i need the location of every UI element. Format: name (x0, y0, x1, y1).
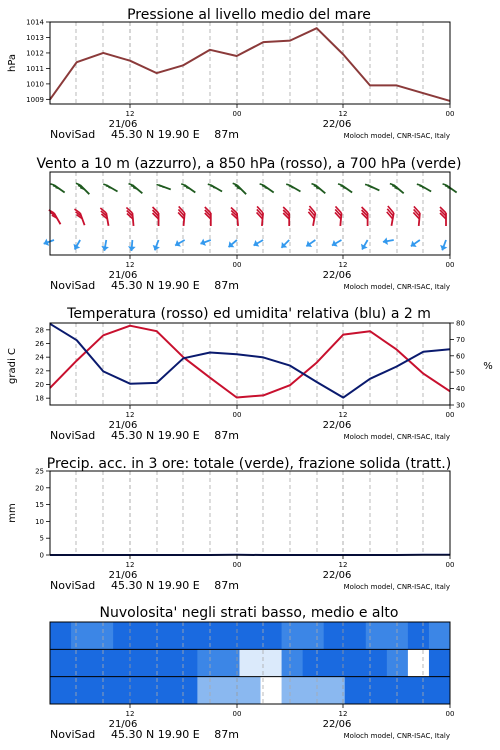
wind-barb (153, 240, 160, 250)
y-tick-label: 20 (35, 484, 44, 493)
wind-barb (76, 183, 89, 194)
location-elevation: 87m (214, 579, 239, 592)
date-label: 22/06 (322, 119, 352, 130)
cloud-cell (429, 649, 451, 676)
cloud-cells (50, 622, 451, 704)
cloud-cell (429, 677, 451, 704)
cloud-cell (324, 677, 346, 704)
x-tick-label: 12 (338, 561, 348, 569)
barb-flag (368, 186, 371, 187)
date-label: 22/06 (322, 270, 352, 281)
y-tick-label: 15 (35, 501, 44, 510)
cloud-cell (176, 622, 198, 649)
humidity-yticks (450, 320, 465, 410)
x-tick-label: 12 (125, 561, 135, 569)
cloud-cell (239, 677, 261, 704)
wind-barb (178, 206, 185, 225)
cloud-cell (134, 649, 156, 676)
barb-flag (419, 186, 422, 187)
x-tick-label: 00 (445, 710, 455, 718)
y-tick-label: 18 (35, 394, 44, 403)
location-coords: 45.30 N 19.90 E (111, 128, 200, 141)
cloud-cell (71, 649, 93, 676)
cloud-cell (408, 677, 430, 704)
y-tick-label: 1012 (26, 49, 44, 58)
wind-barb (129, 184, 143, 194)
wind-barb (338, 184, 352, 193)
cloud-cell (261, 677, 283, 704)
wind-barb (283, 207, 289, 226)
y-tick-label: 26 (35, 340, 44, 348)
wind-barb (308, 206, 315, 226)
cloud-cell (71, 622, 93, 649)
cloud-cell (408, 622, 430, 649)
cloud-cell (176, 677, 198, 704)
y2-tick-label: 40 (456, 385, 465, 394)
barb-flag (422, 187, 425, 188)
barb-flag (311, 184, 315, 185)
pressure-ylabel: hPa (7, 53, 18, 73)
cloud-cell (366, 622, 388, 649)
temperature-panel (7, 306, 493, 442)
temperature-plot-frame (50, 323, 450, 405)
cloud-cell (345, 649, 367, 676)
x-tick-label: 00 (445, 411, 455, 419)
cloud-cell (387, 677, 409, 704)
model-credit: Moloch model, CNR-ISAC, Italy (343, 132, 450, 140)
cloud-cell (366, 677, 388, 704)
wind-barb (100, 208, 108, 226)
y2-tick-label: 80 (456, 319, 465, 328)
humidity-line (50, 324, 450, 398)
wind-barb (73, 240, 80, 250)
x-tick-label: 00 (232, 561, 242, 569)
cloud-cell (197, 622, 219, 649)
pressure-yticks (26, 19, 50, 104)
cloud-cell (282, 622, 304, 649)
pressure-plot-frame (50, 22, 450, 104)
temperature-title: Temperatura (rosso) ed umidita' relativa (blu) a 2 m (67, 306, 431, 322)
location-coords: 45.30 N 19.90 E (111, 429, 200, 442)
barb-flag (129, 184, 133, 185)
wind-barb (229, 240, 237, 247)
y-tick-label: 20 (35, 381, 44, 389)
y2-tick-label: 50 (456, 368, 465, 377)
cloud-cell (50, 622, 72, 649)
y2-tick-label: 60 (456, 352, 465, 361)
cloud-cell (155, 649, 177, 676)
wind-barb (417, 184, 431, 191)
y-tick-label: 0 (39, 551, 44, 560)
cloud-cell (239, 622, 261, 649)
wind-barb (44, 239, 54, 246)
x-tick-label: 00 (232, 110, 242, 118)
wind-barb (51, 184, 65, 193)
location-name: NoviSad (50, 579, 96, 592)
location-name: NoviSad (50, 728, 96, 741)
x-tick-label: 12 (338, 710, 348, 718)
cloud-cell (155, 622, 177, 649)
wind-barb (156, 185, 170, 190)
barb-flag (371, 187, 374, 188)
date-label: 22/06 (322, 420, 352, 431)
y-tick-label: 1011 (26, 64, 44, 73)
wind-barb (383, 237, 394, 245)
temperature-ylabel: gradi C (7, 348, 18, 384)
precipitation-yticks (35, 468, 50, 560)
x-tick-label: 00 (445, 261, 455, 269)
x-tick-label: 12 (125, 110, 135, 118)
cloud-cell (113, 649, 135, 676)
wind-barb (233, 183, 246, 194)
cloud-cell (282, 649, 304, 676)
barb-flag (208, 184, 211, 185)
date-label: 21/06 (108, 119, 138, 130)
precipitation-ylabel: mm (7, 503, 18, 523)
cloud-cell (429, 622, 451, 649)
cloud-cell (71, 677, 93, 704)
wind-barb (286, 184, 300, 191)
wind-barb (200, 239, 210, 246)
date-label: 21/06 (108, 270, 138, 281)
cloud-cell (324, 622, 346, 649)
wind-barbs (44, 183, 457, 251)
date-label: 21/06 (108, 719, 138, 730)
location-coords: 45.30 N 19.90 E (111, 279, 200, 292)
y-tick-label: 25 (35, 467, 44, 476)
wind-barb (332, 240, 342, 247)
wind-barb (390, 184, 404, 194)
wind-barb (257, 206, 264, 225)
barb-flag (55, 187, 58, 188)
wind-barb (128, 240, 136, 251)
wind-panel (36, 156, 461, 292)
barb-flag (417, 184, 420, 185)
y-tick-label: 1013 (26, 33, 44, 42)
date-label: 21/06 (108, 570, 138, 581)
cloud-cell (113, 677, 135, 704)
wind-title: Vento a 10 m (azzurro), a 850 hPa (rosso), a 700 hPa (verde) (36, 156, 462, 172)
location-name: NoviSad (50, 128, 96, 141)
barb-flag (53, 186, 56, 187)
cloud-cell (303, 677, 325, 704)
wind-barb (362, 207, 368, 226)
model-credit: Moloch model, CNR-ISAC, Italy (343, 583, 450, 591)
location-elevation: 87m (214, 429, 239, 442)
wind-barb (311, 184, 325, 194)
cloud-cell (155, 677, 177, 704)
y-tick-label: 5 (39, 534, 44, 543)
x-tick-label: 00 (232, 411, 242, 419)
cloud-title: Nuvolosita' negli strati basso, medio e alto (99, 605, 399, 621)
barb-flag (262, 186, 265, 187)
wind-barb (387, 206, 394, 226)
x-tick-label: 12 (338, 110, 348, 118)
cloud-cell (50, 649, 72, 676)
cloud-cell (345, 677, 367, 704)
wind-barb (335, 206, 342, 225)
wind-barb (365, 184, 379, 190)
barb-flag (390, 184, 394, 185)
pressure-xaxis (50, 104, 454, 141)
pressure-vgrid (76, 22, 423, 104)
model-credit: Moloch model, CNR-ISAC, Italy (343, 433, 450, 441)
barb-arrowhead (383, 237, 388, 245)
temperature-yticks (35, 326, 50, 402)
cloud-cell (303, 622, 325, 649)
barb-flag (260, 184, 263, 185)
barb-flag (108, 187, 111, 188)
x-tick-label: 12 (125, 411, 135, 419)
x-tick-label: 12 (338, 261, 348, 269)
y-tick-label: 24 (35, 353, 44, 362)
wind-barb (101, 240, 109, 251)
barb-flag (338, 184, 341, 185)
x-tick-label: 12 (338, 411, 348, 419)
wind-barb (103, 184, 117, 191)
x-tick-label: 00 (445, 561, 455, 569)
barb-flag (184, 186, 187, 187)
wind-barb (413, 206, 420, 225)
x-tick-label: 00 (232, 261, 242, 269)
x-tick-label: 00 (445, 110, 455, 118)
cloud-cell (134, 677, 156, 704)
barb-flag (265, 187, 268, 188)
pressure-title: Pressione al livello medio del mare (127, 7, 371, 23)
x-tick-label: 00 (232, 710, 242, 718)
y-tick-label: 1009 (26, 95, 44, 104)
barb-flag (443, 184, 446, 185)
wind-barb (153, 207, 159, 226)
temperature-series (50, 324, 450, 398)
barb-flag (76, 183, 80, 185)
precipitation-vgrid (76, 471, 423, 555)
barb-flag (51, 184, 54, 185)
location-name: NoviSad (50, 279, 96, 292)
barb-flag (343, 187, 346, 188)
date-label: 22/06 (322, 719, 352, 730)
barb-flag (289, 186, 292, 187)
wind-barb (281, 240, 289, 248)
y2-tick-label: 70 (456, 335, 465, 344)
barb-flag (213, 187, 216, 188)
x-tick-label: 12 (125, 710, 135, 718)
barb-flag (286, 184, 289, 185)
cloud-cell (303, 649, 325, 676)
wind-barb (260, 184, 274, 193)
pressure-panel (7, 7, 454, 141)
model-credit: Moloch model, CNR-ISAC, Italy (343, 283, 450, 291)
y-tick-label: 28 (35, 326, 44, 335)
precipitation-plot-frame (50, 471, 450, 555)
wind-xaxis (50, 255, 454, 292)
cloud-cell (345, 622, 367, 649)
barb-flag (103, 184, 106, 185)
cloud-cell (324, 649, 346, 676)
cloud-xaxis (50, 704, 454, 741)
barb-flag (106, 186, 109, 187)
temperature-vgrid (76, 323, 423, 405)
humidity-ylabel: % (483, 361, 493, 372)
y-tick-label: 1010 (26, 80, 44, 89)
wind-barb (306, 240, 315, 247)
y-tick-label: 1014 (26, 18, 44, 27)
cloud-cell (387, 622, 409, 649)
cloud-cell (134, 622, 156, 649)
precipitation-xaxis (50, 555, 454, 592)
wind-barb (49, 210, 61, 224)
barb-flag (210, 186, 213, 187)
barb-flag (340, 186, 343, 187)
barb-flag (233, 183, 237, 185)
precipitation-title: Precip. acc. in 3 ore: totale (verde), frazione solida (tratt.) (46, 456, 452, 472)
y-tick-label: 22 (35, 367, 44, 376)
barb-flag (291, 187, 294, 188)
cloud-cell (261, 649, 283, 676)
wind-barb (440, 207, 446, 226)
location-name: NoviSad (50, 429, 96, 442)
cloud-panel (50, 605, 454, 741)
temperature-line (50, 326, 450, 398)
cloud-cell (239, 649, 261, 676)
barb-flag (445, 186, 448, 187)
y2-tick-label: 30 (456, 401, 465, 410)
cloud-cell (197, 649, 219, 676)
cloud-cell (366, 649, 388, 676)
location-elevation: 87m (214, 128, 239, 141)
barb-flag (365, 184, 368, 185)
y-tick-label: 10 (35, 517, 44, 526)
cloud-cell (261, 622, 283, 649)
pressure-series (50, 28, 450, 101)
wind-barb (411, 240, 420, 247)
cloud-cell (282, 677, 304, 704)
wind-barb (254, 240, 264, 247)
barb-flag (181, 184, 184, 185)
precipitation-panel (7, 456, 454, 592)
date-label: 22/06 (322, 570, 352, 581)
cloud-cell (408, 649, 430, 676)
location-elevation: 87m (214, 279, 239, 292)
cloud-cell (113, 622, 135, 649)
cloud-cell (197, 677, 219, 704)
location-coords: 45.30 N 19.90 E (111, 579, 200, 592)
model-credit: Moloch model, CNR-ISAC, Italy (343, 732, 450, 740)
date-label: 21/06 (108, 420, 138, 431)
barb-arrowhead (101, 246, 109, 251)
temperature-xaxis (50, 405, 454, 442)
cloud-cell (50, 677, 72, 704)
wind-barb (440, 240, 447, 250)
barb-flag (186, 187, 189, 188)
location-coords: 45.30 N 19.90 E (111, 728, 200, 741)
pressure-line (50, 28, 450, 101)
wind-barb (361, 240, 368, 250)
x-tick-label: 12 (125, 261, 135, 269)
cloud-cell (387, 649, 409, 676)
location-elevation: 87m (214, 728, 239, 741)
cloud-cell (176, 649, 198, 676)
barb-arrowhead (128, 246, 136, 251)
